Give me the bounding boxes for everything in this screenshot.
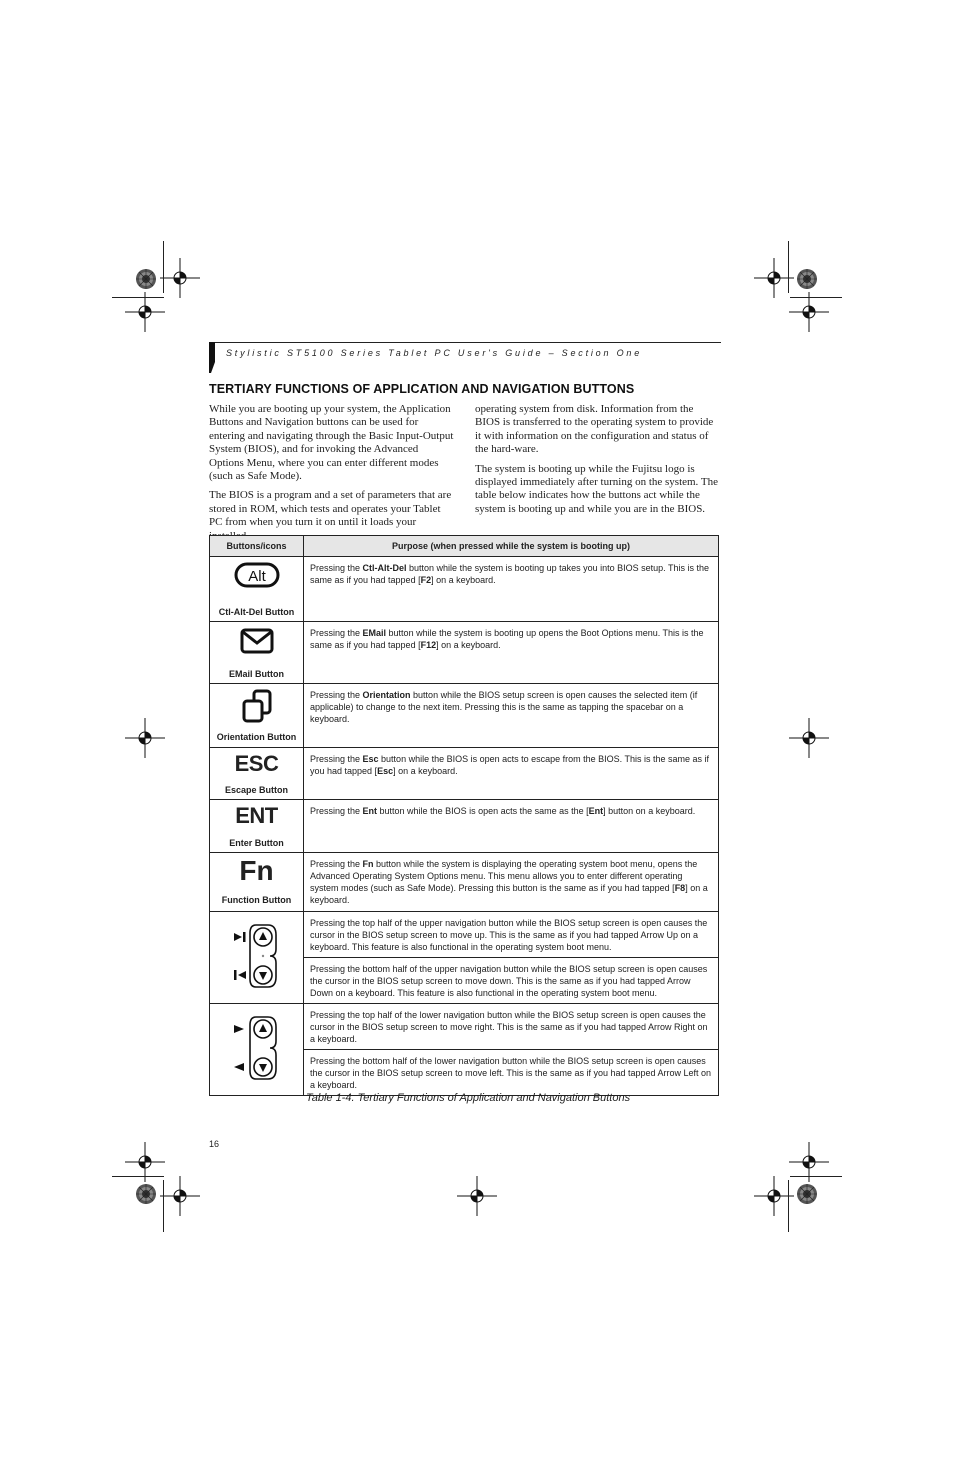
page-number: 16 (209, 1139, 220, 1149)
icon-cell (210, 912, 304, 1004)
body-column-left (209, 403, 455, 549)
crop-mark (163, 241, 164, 293)
description-cell: Pressing the bottom half of the upper navigation button while the BIOS setup screen is open causes the cursor in the BIOS setup screen to move down. This is the same as if you had tapped Arrow Down on a keyboard. This feature is also functional in the operating system boot menu. (304, 958, 719, 1004)
function-icon: Fn (239, 855, 274, 886)
table-row (210, 912, 719, 958)
icon-cell (210, 853, 304, 912)
registration-mark-icon (160, 1176, 200, 1216)
upper-navigation-button-icon (232, 923, 282, 989)
registration-mark-icon (789, 292, 829, 332)
icon-cell (210, 800, 304, 853)
body-paragraph: While you are booting up your system, the Application Buttons and Navigation buttons can be used for entering and navigating through the Basic Input-Output System (BIOS), and for invoking the Advanced Options Menu, where you can enter different modes (such as Safe Mode). (209, 403, 454, 483)
registration-mark-icon (160, 258, 200, 298)
svg-text:Alt: Alt (247, 568, 266, 585)
registration-mark-icon (125, 292, 165, 332)
body-paragraph: The system is booting up while the Fujitsu logo is displayed immediately after turning on the system. The table below indicates how the buttons act while the system is booting up and while you are in the BIOS. (475, 462, 718, 515)
table-row (210, 622, 719, 684)
icon-label: Enter Button (229, 838, 284, 848)
icon-cell (210, 1004, 304, 1096)
icon-cell (210, 748, 304, 800)
table-row (210, 748, 719, 800)
orientation-icon (240, 689, 274, 723)
crop-mark (790, 297, 842, 298)
email-icon (240, 628, 274, 654)
body-paragraph: The BIOS is a program and a set of parameters that are stored in ROM, which tests and operates your Tablet PC from when you turn it on until it loads your (209, 489, 452, 529)
icon-label: EMail Button (229, 669, 284, 679)
button-functions-table (209, 535, 719, 1096)
crop-mark (788, 241, 789, 293)
body-paragraph: operating system from disk. Information from the BIOS is transferred to the operating system to provide it with information on the configuration and status of the hard-ware. (475, 403, 714, 456)
registration-mark-icon (125, 718, 165, 758)
registration-mark-icon (789, 718, 829, 758)
registration-gear-icon (796, 268, 818, 290)
header-tab-mark (209, 342, 217, 374)
icon-cell (210, 557, 304, 622)
crop-mark (790, 1176, 842, 1177)
table-caption: Table 1-4. Tertiary Functions of Application and Navigation Buttons (306, 1092, 631, 1104)
description-cell: Pressing the Orientation button while the BIOS setup screen is open causes the selected item (if applicable) to change to the next item. Pressing this is the same as tapping the spacebar on a keyboard. (304, 684, 719, 748)
description-cell: Pressing the Ctl-Alt-Del button while the system is booting up takes you into BIOS setup. This is the same as if you had tapped [F2] on a keyboard. (304, 557, 719, 622)
description-cell: Pressing the EMail button while the system is booting up opens the Boot Options menu. This is the same as if you had tapped [F12] on a keyboard. (304, 622, 719, 684)
description-cell: Pressing the bottom half of the lower navigation button while the BIOS setup screen is open causes the cursor in the BIOS setup screen to move left. This is the same as if you had tapped Arrow Left on a keyboard. (304, 1050, 719, 1096)
table-row (210, 1004, 719, 1050)
icon-cell (210, 622, 304, 684)
description-cell: Pressing the Esc button while the BIOS is open acts to escape from the BIOS. This is the same as if you had tapped [Esc] on a keyboard. (304, 748, 719, 800)
icon-cell (210, 684, 304, 748)
icon-label: Escape Button (224, 785, 288, 795)
table-row (210, 853, 719, 912)
running-head: Stylistic ST5100 Series Tablet PC User's Guide – Section One (226, 348, 643, 358)
table-row (210, 684, 719, 748)
lower-navigation-button-icon (232, 1015, 282, 1081)
description-cell: Pressing the Ent button while the BIOS is open acts the same as the [Ent] button on a keyboard. (304, 800, 719, 853)
description-cell: Pressing the Fn button while the system is displaying the operating system boot menu, opens the Advanced Operating System Options menu. This menu allows you to enter different operating system modes (such as Safe Mode). Pressing this button is the same as if you had tapped [F8] on a keyboard. (304, 853, 719, 912)
table-row (210, 557, 719, 622)
table-row (210, 800, 719, 853)
enter-icon: ENT (235, 803, 278, 828)
description-cell: Pressing the top half of the lower navigation button while the BIOS setup screen is open causes the cursor in the BIOS setup screen to move right. This is the same as if you had tapped Arrow Right on a keyboard. (304, 1004, 719, 1050)
crop-mark (788, 1180, 789, 1232)
registration-gear-icon (135, 268, 157, 290)
crop-mark (163, 1180, 164, 1232)
icon-label: Function Button (221, 895, 292, 905)
column-header: Buttons/icons (210, 536, 304, 557)
crop-mark (112, 1176, 164, 1177)
escape-icon: ESC (234, 751, 279, 776)
table-header-row (210, 536, 719, 557)
icon-label: Orientation Button (216, 732, 297, 742)
description-cell: Pressing the top half of the upper navigation button while the BIOS setup screen is open causes the cursor in the BIOS setup screen to move up. This is the same as if you had tapped Arrow Up on a keyboard. This feature is also functional in the operating system boot menu. (304, 912, 719, 958)
body-column-right (475, 403, 721, 522)
registration-mark-icon (457, 1176, 497, 1216)
section-title: TERTIARY FUNCTIONS OF APPLICATION AND NAVIGATION BUTTONS (209, 382, 635, 396)
header-rule (209, 342, 721, 343)
registration-gear-icon (135, 1183, 157, 1205)
column-header: Purpose (when pressed while the system is booting up) (304, 536, 719, 557)
registration-gear-icon (796, 1183, 818, 1205)
icon-label: Ctl-Alt-Del Button (218, 607, 295, 617)
ctl-alt-del-icon (234, 562, 280, 588)
crop-mark (112, 297, 164, 298)
